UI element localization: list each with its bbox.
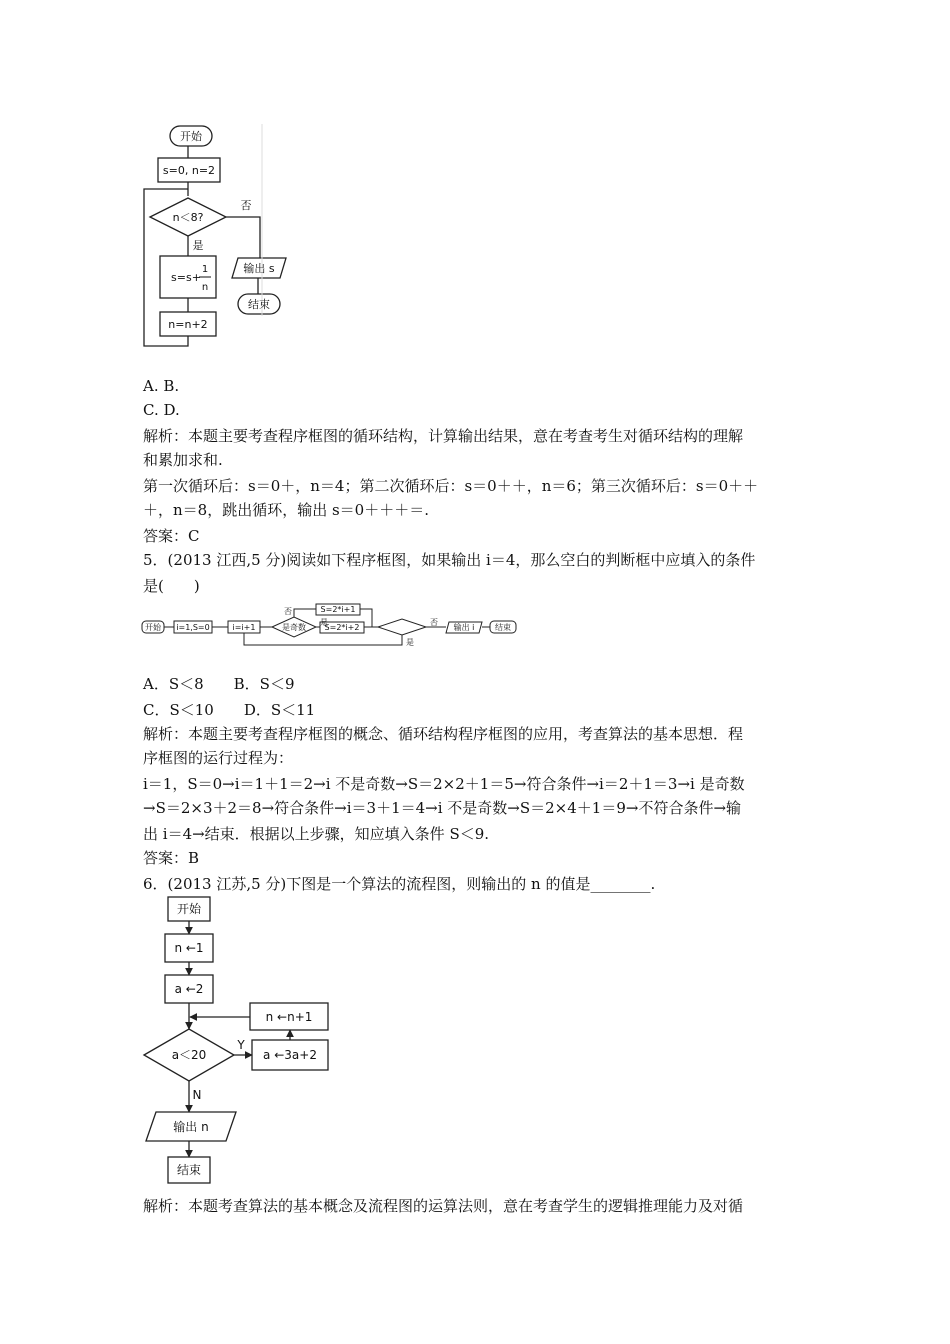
fc6-end-label: 结束 xyxy=(176,1163,202,1177)
fc5-cond-label: 是奇数 xyxy=(282,623,306,632)
q5-options-ab: A．S＜8 B．S＜9 xyxy=(143,675,295,693)
flowchart-1 xyxy=(140,120,300,355)
q4-analysis-line-3: 第一次循环后：s＝0＋，n＝4；第二次循环后：s＝0＋＋，n＝6；第三次循环后：s＝0＋＋ xyxy=(143,477,759,495)
q6-stem: 6．(2013 江苏,5 分)下图是一个算法的流程图，则输出的 n 的值是________. xyxy=(143,875,656,893)
fc6-n-label: N xyxy=(192,1088,202,1102)
fc1-cond-label: n＜8? xyxy=(172,211,204,224)
flowchart-6 xyxy=(140,893,340,1193)
fc5-yes2-label: 是 xyxy=(406,638,414,647)
fc6-y-label: Y xyxy=(237,1038,245,1052)
q4-analysis-line-2: 和累加求和. xyxy=(143,451,223,469)
q4-answer: 答案：C xyxy=(143,527,200,545)
fc1-output-label: 输出 s xyxy=(243,262,275,275)
q5-analysis-line-4: →S＝2×3＋2＝8→符合条件→i＝3＋1＝4→i 不是奇数→S＝2×4＋1＝9→不符合条件→输 xyxy=(143,799,742,817)
fc6-start-label: 开始 xyxy=(176,902,202,916)
fc5-bottom-box-label: S=2*i+2 xyxy=(324,623,360,632)
q5-answer: 答案：B xyxy=(143,849,200,867)
fc5-cond-decision xyxy=(378,619,426,635)
q5-analysis-line-3: i＝1，S＝0→i＝1＋1＝2→i 不是奇数→S＝2×2＋1＝5→符合条件→i＝2＋1＝3→i 是奇数 xyxy=(143,775,745,793)
fc5-init-label: i=1,S=0 xyxy=(176,623,210,632)
q4-options-ab: A. B. xyxy=(143,377,180,395)
q5-stem-line-1: 5．(2013 江西,5 分)阅读如下程序框图，如果输出 i＝4，那么空白的判断框中应填入的条件 xyxy=(143,551,756,569)
fc5-inc-label: i=i+1 xyxy=(232,623,256,632)
fc5-no-label: 否 xyxy=(284,607,292,616)
fc5-start-label: 开始 xyxy=(145,623,161,632)
fc1-frac-den: n xyxy=(201,282,209,293)
fc1-init-label: s=0, n=2 xyxy=(162,164,216,177)
q4-analysis-line-4: ＋，n＝8，跳出循环，输出 s＝0＋＋＋＝. xyxy=(143,501,429,519)
fc6-update-n-label: n ←n+1 xyxy=(265,1010,313,1024)
fc1-start-label: 开始 xyxy=(180,130,202,143)
fc1-no-label: 否 xyxy=(240,199,252,212)
fc5-top-box-label: S=2*i+1 xyxy=(320,605,356,614)
fc6-update-a-label: a ←3a+2 xyxy=(263,1048,317,1062)
fc1-yes-label: 是 xyxy=(192,239,204,252)
fc5-output-label: 输出 i xyxy=(453,623,475,632)
fc1-frac-num: 1 xyxy=(201,264,209,275)
fc5-end-label: 结束 xyxy=(495,623,511,632)
q5-stem-line-2: 是( ) xyxy=(143,577,200,595)
fc1-body-lhs: s=s+ xyxy=(171,271,201,284)
q5-analysis-line-1: 解析：本题主要考查程序框图的概念、循环结构程序框图的应用，考查算法的基本思想．程 xyxy=(143,725,744,743)
flowchart-5 xyxy=(140,601,520,651)
fc1-end-label: 结束 xyxy=(248,298,270,311)
q6-analysis-line-1: 解析：本题考查算法的基本概念及流程图的运算法则，意在考查学生的逻辑推理能力及对循 xyxy=(143,1197,744,1215)
q4-options-cd: C. D. xyxy=(143,401,180,419)
q5-analysis-line-5: 出 i＝4→结束．根据以上步骤，知应填入条件 S＜9. xyxy=(143,825,490,843)
fc6-output-label: 输出 n xyxy=(173,1120,209,1134)
fc5-yes-label: 是 xyxy=(320,618,328,627)
q5-options-cd: C．S＜10 D．S＜11 xyxy=(143,701,316,719)
fc6-a-init-label: a ←2 xyxy=(174,982,204,996)
fc6-cond-label: a＜20 xyxy=(171,1048,207,1062)
fc6-n-init-label: n ←1 xyxy=(174,941,204,955)
fc5-no2-label: 否 xyxy=(430,618,438,627)
q5-analysis-line-2: 序框图的运行过程为： xyxy=(143,749,294,767)
fc1-inc-label: n=n+2 xyxy=(168,318,208,331)
q4-analysis-line-1: 解析：本题主要考查程序框图的循环结构，计算输出结果，意在考查考生对循环结构的理解 xyxy=(143,427,744,445)
